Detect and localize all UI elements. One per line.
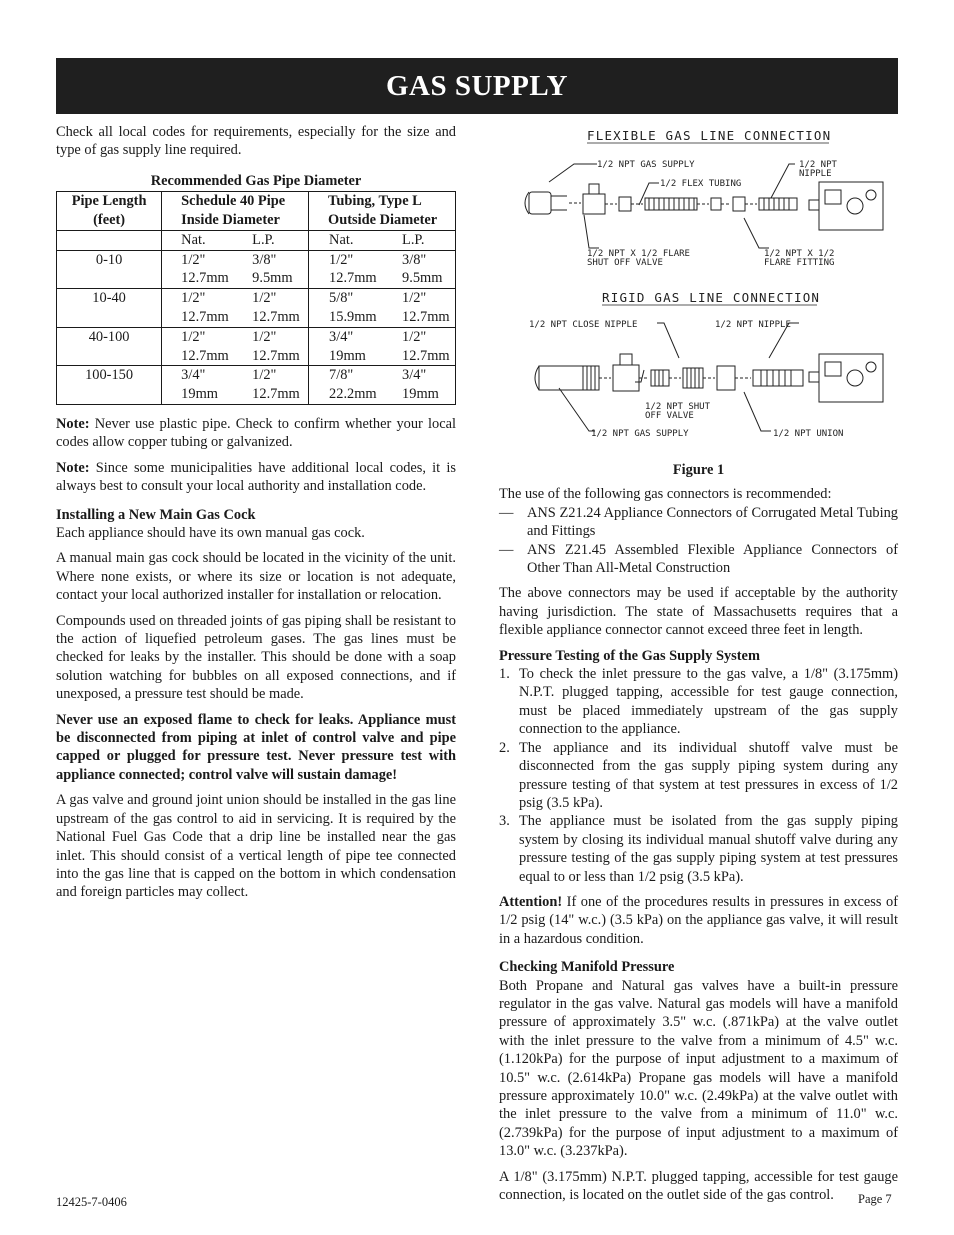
- rigid-shut-label-1: 1/2 NPT SHUT: [645, 402, 711, 412]
- note-local-codes: Note: Since some municipalities have additional local codes, it is always best to consult your local authority and installation code.: [56, 459, 456, 495]
- manifold-paragraph-1: Both Propane and Natural gas valves have a built-in pressure regulator in the gas valve. Natural gas models will have a manifold pressure of approximately 3.5" w.c. (.871kPa) at the valve outlet with the inlet pressure to the valve from a minimum of 4.5" w.c. (1.120kPa) for the purpose of input adjustment to a maximum of 10.5" w.c. (2.614kPa) Propane gas models will have a manifold pressure approximately 10.0" w.c. (2.49kPa) at the valve outlet with the inlet pressure to the valve from a minimum of 11.0" w.c. (2.739kPa) for the purpose of input adjustment to a maximum of 13.0" w.c. (3.237kPa).: [499, 977, 898, 1160]
- rigid-shut-label-2: OFF VALVE: [645, 411, 694, 421]
- table-row: 0-10 1/2" 12.7mm 3/8" 9.5mm 1/2" 12.7mm 3/8" 9.5mm: [57, 250, 456, 289]
- massachusetts-paragraph: The above connectors may be used if acceptable by the authority having jurisdiction. The state of Massachusetts requires that a flexible appliance connector cannot exceed three feet in length.: [499, 585, 898, 639]
- manifold-paragraph-2: A 1/8" (3.175mm) N.P.T. plugged tapping, accessible for test gauge connection, is located on the outlet side of the gas control.: [499, 1168, 898, 1204]
- header-schedule-40: Schedule 40 Pipe Inside Diameter: [162, 192, 309, 231]
- gas-line-connection-diagram: [499, 120, 898, 455]
- table-subheader-row: Nat. L.P. Nat. L.P.: [57, 230, 456, 250]
- rigid-close-nipple-label: 1/2 NPT CLOSE NIPPLE: [529, 320, 638, 330]
- header-tubing-type-l: Tubing, Type L Outside Diameter: [309, 192, 456, 231]
- flex-nipple-label: NIPPLE: [799, 169, 832, 179]
- attention-paragraph: Attention! If one of the procedures results in pressures in excess of 1/2 psig (14" w.c.) (3.5 kPa) on the appliance gas valve, it will result in a hazardous condition.: [499, 893, 898, 947]
- subheader-empty: [57, 230, 162, 250]
- install-paragraph-4: A gas valve and ground joint union should be installed in the gas line upstream of the gas control to aid in servicing. It is required by the National Fuel Gas Code that a drip line be installed near the gas inlet. This should consist of a vertical length of pipe tee connected into the gas line that is capped on the bottom in which condensation and foreign particles may collect.: [56, 792, 456, 901]
- page-title: GAS SUPPLY: [56, 58, 898, 114]
- install-paragraph-1: Each appliance should have its own manual gas cock.: [56, 525, 365, 542]
- rigid-union-label: 1/2 NPT UNION: [773, 429, 844, 439]
- table-row: 40-100 1/2" 12.7mm 1/2" 12.7mm 3/4" 19mm 1/2" 12.7mm: [57, 327, 456, 366]
- right-column: [499, 120, 898, 1211]
- flex-diagram-title: FLEXIBLE GAS LINE CONNECTION: [587, 128, 832, 143]
- install-paragraph-2: A manual main gas cock should be located in the vicinity of the unit. Where none exists, or where its size or location is not adequate, contact your local authorized installer for installation or relocation.: [56, 550, 456, 604]
- list-item: 2. The appliance and its individual shutoff valve must be disconnected from the gas supply piping system during any pressure testing of that system at test pressures in excess of 1/2 psig (3.5 kPa).: [499, 739, 898, 811]
- pressure-testing-heading: Pressure Testing of the Gas Supply System: [499, 647, 760, 664]
- flex-valve-label-1: 1/2 NPT X 1/2 FLARE: [587, 249, 690, 259]
- table-row: 100-150 3/4" 19mm 1/2" 12.7mm 7/8" 22.2mm 3/4" 19mm: [57, 366, 456, 405]
- installing-heading: Installing a New Main Gas Cock: [56, 506, 256, 523]
- header-pipe-length: Pipe Length (feet): [57, 192, 162, 231]
- table-header-row: [57, 192, 456, 231]
- flame-warning: Never use an exposed flame to check for leaks. Appliance must be disconnected from piping at inlet of control valve and pipe capped or plugged for pressure test. Never pressure test with appliance connected; control valve will sustain damage!: [56, 711, 456, 783]
- table-row: 10-40 1/2" 12.7mm 1/2" 12.7mm 5/8" 15.9mm 1/2" 12.7mm: [57, 289, 456, 328]
- rigid-supply-label: 1/2 NPT GAS SUPPLY: [591, 429, 689, 439]
- flex-supply-label: 1/2 NPT GAS SUPPLY: [597, 160, 695, 170]
- note-plastic-pipe: Note: Never use plastic pipe. Check to confirm whether your local codes allow copper tubing or galvanized.: [56, 415, 456, 451]
- gas-pipe-table: [56, 191, 456, 405]
- list-item: 3. The appliance must be isolated from the gas supply piping system by closing its individual manual shutoff valve during any pressure testing of the gas supply piping system at test pressures equal to or less than 1/2 psig (3.5 kPa).: [499, 813, 898, 885]
- left-column: [56, 123, 456, 909]
- figure-caption: Figure 1: [672, 462, 725, 478]
- flex-tubing-label: 1/2 FLEX TUBING: [660, 179, 742, 189]
- rigid-nipple-label: 1/2 NPT NIPPLE: [715, 320, 791, 330]
- intro-paragraph: Check all local codes for requirements, especially for the size and type of gas supply line required.: [56, 124, 456, 159]
- connector-item: — ANS Z21.24 Appliance Connectors of Corrugated Metal Tubing and Fittings: [499, 504, 898, 540]
- flex-npt-label: 1/2 NPT: [799, 160, 837, 170]
- page-number: Page 7: [858, 1192, 892, 1206]
- list-item: 1. To check the inlet pressure to the gas valve, a 1/8" (3.175mm) N.P.T. plugged tapping, accessible for test gauge connection, must be placed immediately upstream of the gas supply connection to the appliance.: [499, 666, 898, 738]
- document-number: 12425-7-0406: [56, 1195, 127, 1209]
- manifold-heading: Checking Manifold Pressure: [499, 959, 675, 976]
- rigid-diagram-title: RIGID GAS LINE CONNECTION: [602, 290, 821, 305]
- flex-fitting-label-2: FLARE FITTING: [764, 258, 835, 268]
- connectors-intro: The use of the following gas connectors is recommended:: [499, 486, 832, 503]
- flex-fitting-label-1: 1/2 NPT X 1/2: [764, 249, 835, 259]
- connector-item: — ANS Z21.45 Assembled Flexible Appliance Connectors of Other Than All-Metal Construction: [499, 541, 898, 577]
- table-caption: Recommended Gas Pipe Diameter: [150, 172, 362, 189]
- flex-valve-label-2: SHUT OFF VALVE: [587, 258, 663, 268]
- install-paragraph-3: Compounds used on threaded joints of gas piping shall be resistant to the action of liquefied petroleum gases. The gas lines must be checked for leaks by the installer. This should be done with a soap solution watching for bubbles on all exposed connections, and if unexposed, a pressure test should be made.: [56, 612, 456, 703]
